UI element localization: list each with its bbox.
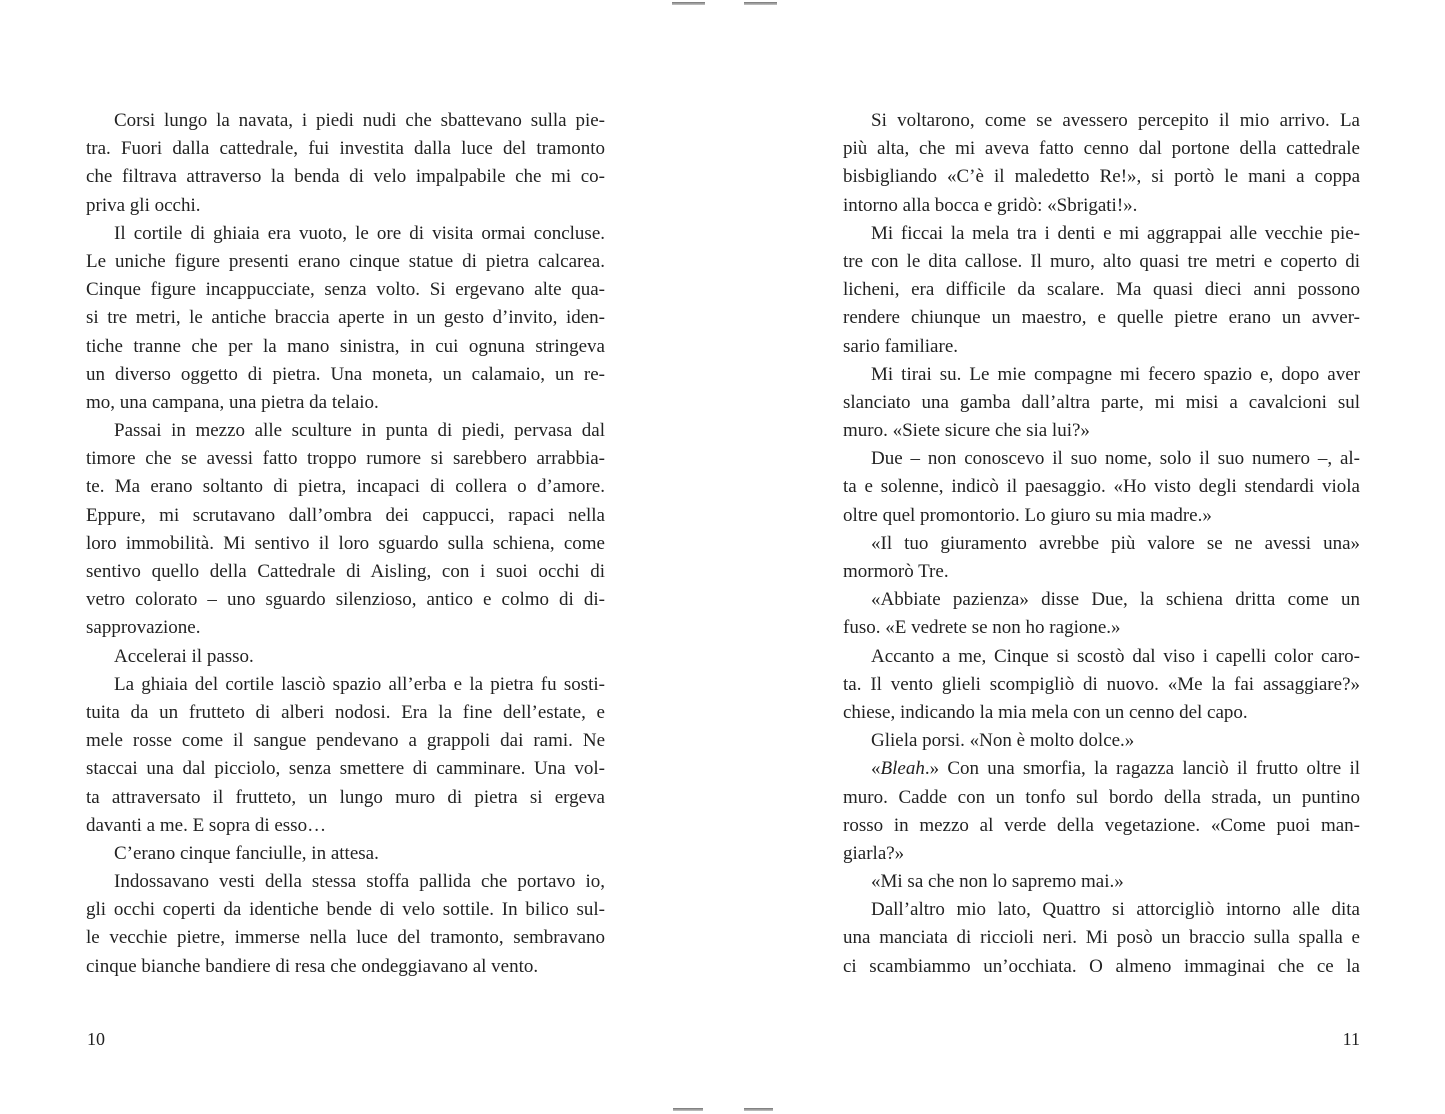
text-line: C’erano cinque fanciulle, in attesa.	[114, 842, 379, 864]
text-line: «Il tuo giuramento avrebbe più valore se ne avessi una»	[871, 532, 1360, 554]
text-line: bisbigliando «C’è il maledetto Re!», si portò le mani a coppa	[843, 166, 1360, 188]
text-line: Accanto a me, Cinque si scostò dal viso i capelli color caro-	[871, 645, 1360, 667]
text-line: rosso in mezzo al verde della vegetazione. «Come puoi man-	[843, 814, 1360, 836]
text-line: Due – non conoscevo il suo nome, solo il suo numero –, al-	[871, 448, 1360, 470]
text-line: timore che se avessi fatto troppo rumore si sarebbero arrabbia-	[86, 448, 605, 470]
left-page-number: 10	[87, 1029, 105, 1049]
page-bottom-mark-left	[673, 1108, 703, 1111]
text-line: tre con le dita callose. Il muro, alto quasi tre metri e coperto di	[843, 250, 1360, 272]
text-line: mo, una campana, una pietra da telaio.	[86, 391, 379, 413]
text-line: ta. Il vento glieli scompigliò di nuovo. «Me la fai assaggiare?»	[843, 673, 1360, 695]
text-line: cinque bianche bandiere di resa che ondeggiavano al vento.	[86, 955, 539, 977]
text-line: tiche tranne che per la mano sinistra, in cui ognuna stringeva	[86, 335, 605, 357]
text-line: le vecchie pietre, immerse nella luce del tramonto, sembravano	[86, 927, 605, 949]
page-top-mark-right	[744, 2, 777, 5]
text-line: ta attraversato il frutteto, un lungo muro di pietra si ergeva	[86, 786, 605, 808]
text-line: tra. Fuori dalla cattedrale, fui investita dalla luce del tramonto	[86, 138, 605, 160]
text-line: «Abbiate pazienza» disse Due, la schiena dritta come un	[871, 589, 1360, 611]
text-line: intorno alla bocca e gridò: «Sbrigati!».	[843, 194, 1138, 216]
text-line: muro. «Siete sicure che sia lui?»	[843, 420, 1090, 442]
text-line: «Bleah.» Con una smorfia, la ragazza lanciò il frutto oltre il	[871, 758, 1360, 780]
text-line: fuso. «E vedrete se non ho ragione.»	[843, 617, 1121, 639]
left-page-text	[86, 107, 605, 981]
text-line: «Mi sa che non lo sapremo mai.»	[871, 871, 1124, 893]
text-line: giarla?»	[843, 842, 905, 864]
text-line: sentivo quello della Cattedrale di Aisling, con i suoi occhi di	[86, 561, 605, 582]
text-line: vetro colorato – uno sguardo silenzioso, antico e colmo di di-	[86, 589, 605, 611]
text-line: te. Ma erano soltanto di pietra, incapaci di collera o d’amore.	[86, 476, 605, 498]
text-line: Il cortile di ghiaia era vuoto, le ore di visita ormai concluse.	[114, 222, 605, 244]
text-line: Mi ficcai la mela tra i denti e mi aggrappai alle vecchie pie-	[871, 222, 1360, 244]
page-top-mark-left	[672, 2, 705, 5]
text-line: che filtrava attraverso la benda di velo impalpabile che mi co-	[86, 166, 605, 188]
text-line: Gliela porsi. «Non è molto dolce.»	[871, 730, 1135, 752]
text-line: staccai una dal picciolo, senza smettere di camminare. Una vol-	[86, 758, 605, 780]
text-line: rendere chiunque un maestro, e quelle pietre erano un avver-	[843, 307, 1360, 329]
text-line: Indossavano vesti della stessa stoffa pallida che portavo io,	[114, 871, 605, 893]
text-line: Passai in mezzo alle sculture in punta di piedi, pervasa dal	[114, 420, 605, 442]
text-line: tuita da un frutteto di alberi nodosi. Era la fine dell’estate, e	[86, 701, 605, 723]
text-line: una manciata di riccioli neri. Mi posò un braccio sulla spalla e	[843, 927, 1360, 949]
text-line: si tre metri, le antiche braccia aperte in un gesto d’invito, iden-	[86, 307, 605, 329]
text-line: Accelerai il passo.	[114, 645, 254, 667]
text-line: sapprovazione.	[86, 617, 201, 639]
right-page-text	[843, 107, 1360, 981]
text-line: ta e solenne, indicò il paesaggio. «Ho visto degli stendardi viola	[843, 476, 1360, 498]
text-line: sario familiare.	[843, 335, 959, 357]
text-line: chiese, indicando la mia mela con un cenno del capo.	[843, 701, 1248, 723]
text-line: La ghiaia del cortile lasciò spazio all’erba e la pietra fu sosti-	[114, 673, 605, 695]
text-line: mele rosse come il sangue pendevano a grappoli dai rami. Ne	[86, 730, 605, 752]
text-line: Dall’altro mio lato, Quattro si attorcigliò intorno alle dita	[871, 899, 1360, 921]
page-bottom-mark-right	[744, 1108, 773, 1111]
text-line: Cinque figure incappucciate, senza volto. Si ergevano alte qua-	[86, 279, 605, 301]
text-line: più alta, che mi aveva fatto cenno dal portone della cattedrale	[843, 138, 1360, 160]
text-line: loro immobilità. Mi sentivo il loro sguardo sulla schiena, come	[86, 532, 605, 554]
text-line: Si voltarono, come se avessero percepito il mio arrivo. La	[871, 110, 1360, 131]
text-line: muro. Cadde con un tonfo sul bordo della strada, un puntino	[843, 786, 1360, 808]
text-line: mormorò Tre.	[843, 561, 949, 582]
text-line: slanciato una gamba dall’altra parte, mi misi a cavalcioni sul	[843, 391, 1360, 413]
text-line: oltre quel promontorio. Lo giuro su mia madre.»	[843, 504, 1212, 526]
right-page-number: 11	[1342, 1029, 1360, 1049]
text-line: gli occhi coperti da identiche bende di velo sottile. In bilico sul-	[86, 899, 605, 921]
text-line: un diverso oggetto di pietra. Una moneta, un calamaio, un re-	[86, 363, 605, 385]
text-line: davanti a me. E sopra di esso…	[86, 814, 327, 836]
text-line: Corsi lungo la navata, i piedi nudi che sbattevano sulla pie-	[114, 110, 605, 131]
text-line: priva gli occhi.	[86, 194, 201, 216]
text-line: Le uniche figure presenti erano cinque statue di pietra calcarea.	[86, 250, 605, 272]
text-line: Mi tirai su. Le mie compagne mi fecero spazio e, dopo aver	[871, 363, 1360, 385]
text-line: licheni, era difficile da scalare. Ma quasi dieci anni possono	[843, 279, 1360, 301]
text-line: Eppure, mi scrutavano dall’ombra dei cappucci, rapaci nella	[86, 504, 605, 526]
text-line: ci scambiammo un’occhiata. O almeno immaginai che ce la	[843, 955, 1360, 977]
